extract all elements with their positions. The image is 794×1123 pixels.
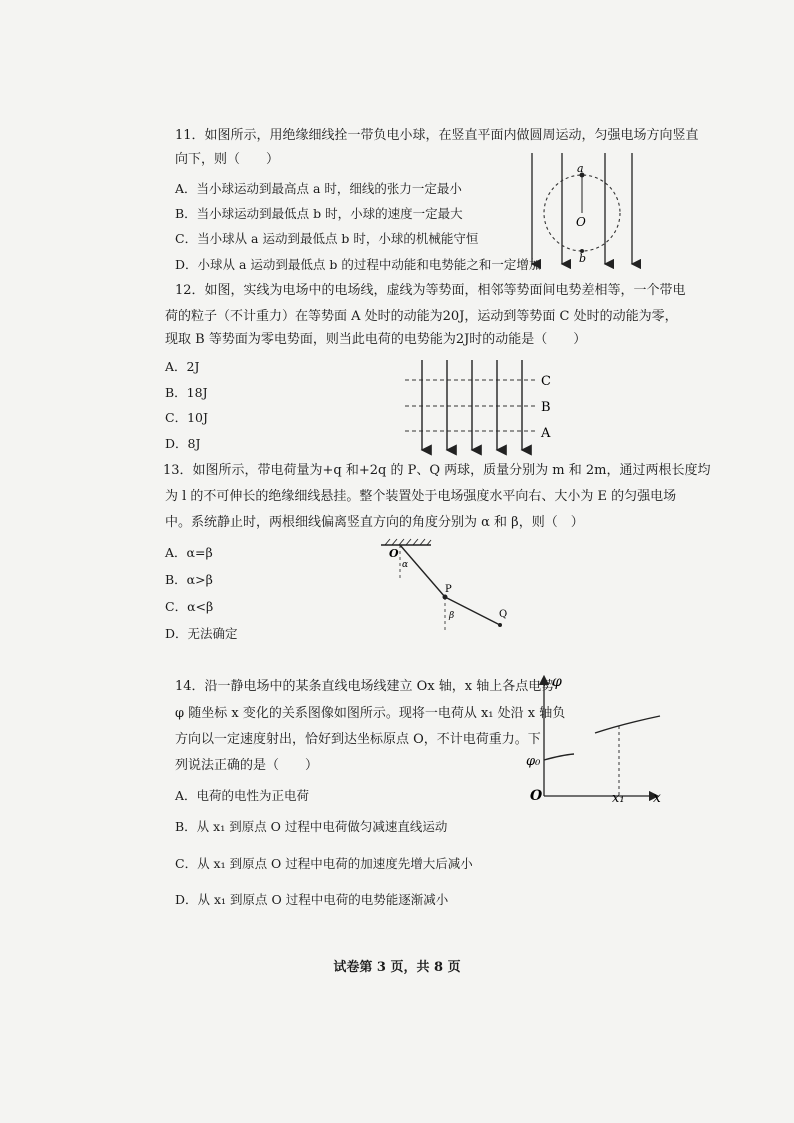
q11-option-b: B．当小球运动到最低点 b 时，小球的速度一定最大 bbox=[175, 206, 463, 221]
q14-stem-line1: 14．沿一静电场中的某条直线电场线建立 Ox 轴，x 轴上各点电势 bbox=[175, 679, 555, 694]
q13-option-c: C．α<β bbox=[165, 599, 214, 614]
q11-stem-line2: 向下，则（ ） bbox=[175, 152, 280, 167]
label-o: O bbox=[530, 788, 543, 804]
q13-stem-line3: 中。系统静止时，两根细线偏离竖直方向的角度分别为 α 和 β，则（ ） bbox=[165, 515, 584, 530]
label-o: O bbox=[389, 547, 399, 560]
q14-option-d: D．从 x₁ 到原点 O 过程中电荷的电势能逐渐减小 bbox=[175, 892, 449, 907]
q11-option-c: C．当小球从 a 运动到最低点 b 时，小球的机械能守恒 bbox=[175, 231, 479, 246]
q12-option-b: B．18J bbox=[165, 385, 208, 400]
q13-option-b: B．α>β bbox=[165, 572, 213, 587]
q14-option-c: C．从 x₁ 到原点 O 过程中电荷的加速度先增大后减小 bbox=[175, 856, 473, 871]
label-p: P bbox=[445, 584, 452, 595]
label-q: Q bbox=[499, 609, 508, 620]
label-c: C bbox=[541, 374, 551, 389]
label-o: O bbox=[576, 215, 586, 229]
q11-option-d: D．小球从 a 运动到最低点 b 的过程中动能和电势能之和一定增加 bbox=[175, 257, 542, 272]
label-phi0: φ₀ bbox=[526, 754, 541, 769]
q12-stem-line2: 荷的粒子（不计重力）在等势面 A 处时的动能为20J，运动到等势面 C 处时的动能为零， bbox=[165, 309, 678, 324]
q12-option-a: A．2J bbox=[165, 359, 200, 374]
q14-option-b: B．从 x₁ 到原点 O 过程中电荷做匀减速直线运动 bbox=[175, 819, 448, 834]
label-alpha: α bbox=[402, 560, 409, 570]
q14-option-a: A．电荷的电性为正电荷 bbox=[175, 788, 310, 803]
ball-q bbox=[498, 623, 502, 627]
label-beta: β bbox=[449, 611, 455, 621]
q12-option-d: D．8J bbox=[165, 436, 201, 451]
phi-curve-left bbox=[544, 754, 574, 760]
label-a: a bbox=[577, 162, 584, 175]
q13-stem-line1: 13．如图所示，带电荷量为+q 和+2q 的 P、Q 两球，质量分别为 m 和 2m，通过两根长度均 bbox=[163, 463, 711, 478]
q12-option-c: C．10J bbox=[165, 410, 208, 425]
q12-stem-line1: 12．如图，实线为电场中的电场线，虚线为等势面，相邻等势面间电势差相等，一个带电 bbox=[175, 283, 686, 298]
q11-figure bbox=[520, 150, 645, 275]
q13-option-a: A．α=β bbox=[165, 545, 213, 560]
q11-option-a: A．当小球运动到最高点 a 时，细线的张力一定最小 bbox=[175, 181, 462, 196]
q12-figure bbox=[400, 358, 570, 458]
q14-stem-line3: 方向以一定速度射出，恰好到达坐标原点 O，不计电荷重力。下 bbox=[175, 732, 541, 747]
q13-option-d: D．无法确定 bbox=[165, 626, 238, 641]
q13-figure bbox=[375, 535, 525, 640]
label-x1: x₁ bbox=[612, 791, 625, 806]
q12-stem-line3: 现取 B 等势面为零电势面，则当此电荷的电势能为2J时的动能是（ ） bbox=[165, 332, 587, 347]
label-b: b bbox=[579, 252, 587, 265]
q14-stem-line2: φ 随坐标 x 变化的关系图像如图所示。现将一电荷从 x₁ 处沿 x 轴负 bbox=[175, 706, 566, 721]
label-a: A bbox=[541, 426, 551, 441]
phi-curve-right bbox=[595, 716, 660, 733]
page-footer: 试卷第 3 页，共 8 页 bbox=[333, 960, 461, 975]
label-phi: φ bbox=[552, 674, 562, 690]
q11-stem-line1: 11．如图所示，用绝缘细线拴一带负电小球，在竖直平面内做圆周运动，匀强电场方向竖直 bbox=[175, 128, 699, 143]
q14-stem-line4: 列说法正确的是（ ） bbox=[175, 758, 319, 773]
q13-stem-line2: 为 l 的不可伸长的绝缘细线悬挂。整个装置处于电场强度水平向右、大小为 E 的匀强电场 bbox=[165, 489, 677, 504]
q14-figure bbox=[522, 668, 672, 808]
string-op bbox=[400, 545, 445, 597]
label-x: x bbox=[653, 790, 661, 806]
ceiling-hatch bbox=[385, 539, 431, 545]
label-b: B bbox=[541, 400, 551, 415]
